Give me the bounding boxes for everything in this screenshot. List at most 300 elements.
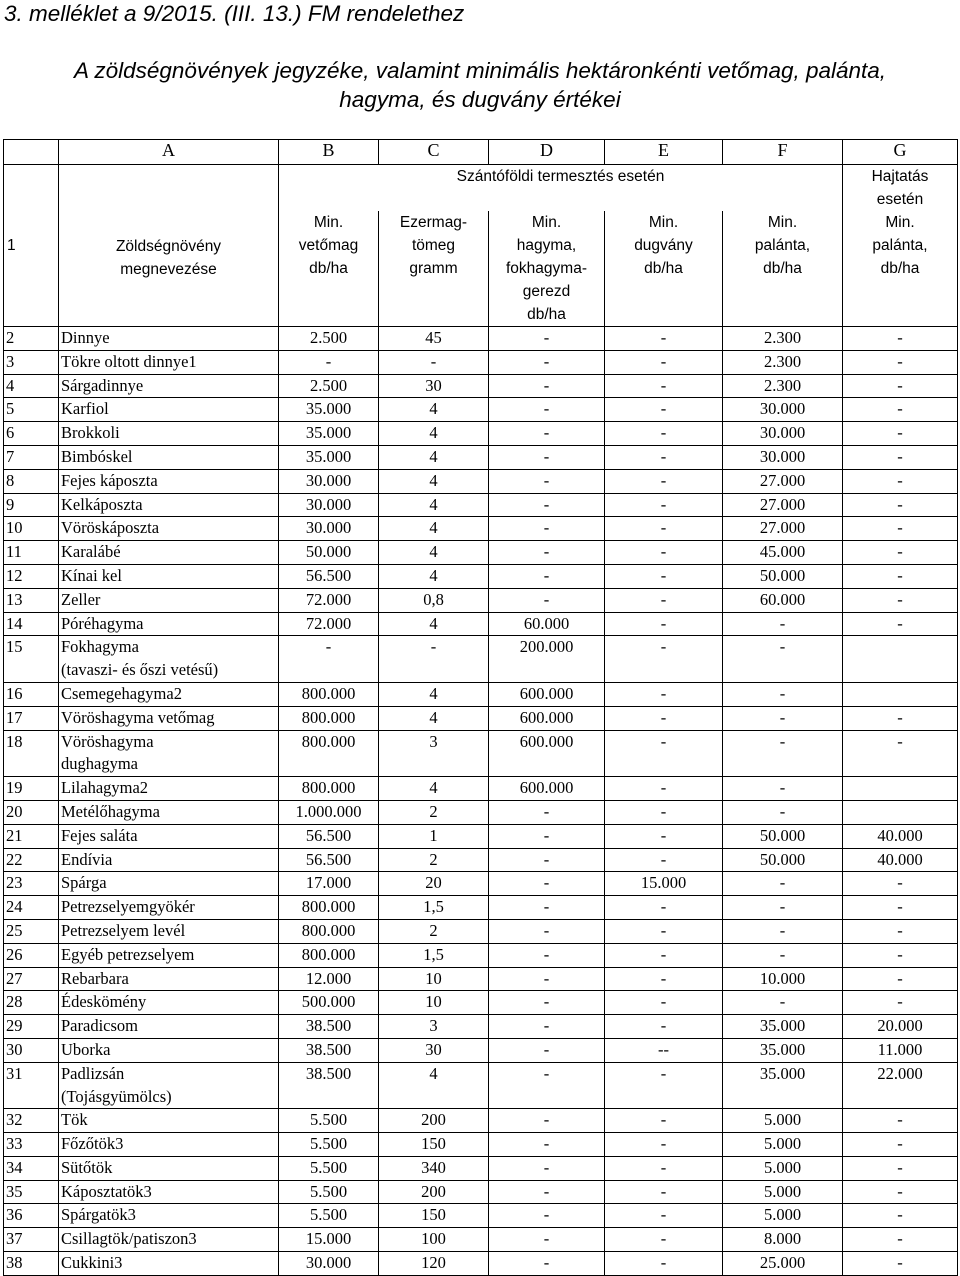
min-cutting-value: - xyxy=(605,682,723,706)
table-row xyxy=(4,1062,958,1109)
row-number: 21 xyxy=(4,824,59,848)
min-onion-value: - xyxy=(489,800,605,824)
min-cutting-value: - xyxy=(605,493,723,517)
forcing-seedling-value: - xyxy=(843,1252,958,1276)
min-onion-value: - xyxy=(489,1062,605,1109)
min-seed-value: 2.500 xyxy=(279,374,379,398)
forcing-seedling-value: 22.000 xyxy=(843,1062,958,1109)
row-number: 32 xyxy=(4,1109,59,1133)
min-cutting-value: - xyxy=(605,541,723,565)
thousand-grain-weight-value: 4 xyxy=(379,612,489,636)
vegetable-name xyxy=(59,943,279,967)
min-seed-value: 2.500 xyxy=(279,327,379,351)
vegetable-name-line: Spárgatök3 xyxy=(61,1205,136,1225)
min-onion-value: - xyxy=(489,943,605,967)
header-text: Min. xyxy=(767,214,798,231)
vegetable-name xyxy=(59,517,279,541)
vegetable-name xyxy=(59,588,279,612)
table-row xyxy=(4,493,958,517)
table-row xyxy=(4,541,958,565)
min-seedling-value: - xyxy=(723,730,843,777)
forcing-seedling-value: 40.000 xyxy=(843,824,958,848)
forcing-seedling-value: - xyxy=(843,517,958,541)
thousand-grain-weight-value: 2 xyxy=(379,848,489,872)
row-number: 37 xyxy=(4,1228,59,1252)
min-onion-value: - xyxy=(489,1252,605,1276)
min-seed-value: 5.500 xyxy=(279,1156,379,1180)
min-onion-value: - xyxy=(489,848,605,872)
table-row xyxy=(4,422,958,446)
vegetable-name-line: Uborka xyxy=(61,1039,111,1059)
vegetable-name-line: Lilahagyma2 xyxy=(61,778,149,798)
thousand-grain-weight-value: 3 xyxy=(379,730,489,777)
header-text: dugvány xyxy=(634,237,693,254)
min-onion-value: - xyxy=(489,1180,605,1204)
table-row xyxy=(4,1228,958,1252)
min-seedling-value: - xyxy=(723,612,843,636)
min-seed-value: 800.000 xyxy=(279,943,379,967)
min-cutting-value: - xyxy=(605,800,723,824)
row-number: 19 xyxy=(4,777,59,801)
table-row xyxy=(4,445,958,469)
min-seedling-value: - xyxy=(723,636,843,683)
min-seed-value: 17.000 xyxy=(279,872,379,896)
min-onion-value: - xyxy=(489,350,605,374)
forcing-seedling-value: - xyxy=(843,967,958,991)
header-text: Ezermag- xyxy=(399,214,468,231)
table-row xyxy=(4,350,958,374)
header-min-forcing-seedling xyxy=(843,211,958,327)
min-cutting-value: - xyxy=(605,896,723,920)
vegetable-name-line: Metélőhagyma xyxy=(61,801,160,821)
forcing-seedling-value: 40.000 xyxy=(843,848,958,872)
min-onion-value: - xyxy=(489,1109,605,1133)
min-onion-value: - xyxy=(489,1015,605,1039)
min-seedling-value: - xyxy=(723,682,843,706)
forcing-seedling-value: - xyxy=(843,896,958,920)
vegetable-name xyxy=(59,1228,279,1252)
min-seedling-value: 2.300 xyxy=(723,327,843,351)
min-cutting-value: - xyxy=(605,374,723,398)
vegetable-name xyxy=(59,1204,279,1228)
row-number: 18 xyxy=(4,730,59,777)
min-seed-value: 5.500 xyxy=(279,1180,379,1204)
min-onion-value: 600.000 xyxy=(489,777,605,801)
min-cutting-value: - xyxy=(605,943,723,967)
min-seedling-value: 2.300 xyxy=(723,350,843,374)
min-cutting-value: - xyxy=(605,1062,723,1109)
vegetable-name xyxy=(59,1133,279,1157)
thousand-grain-weight-value: 1 xyxy=(379,824,489,848)
vegetable-name xyxy=(59,469,279,493)
vegetable-name xyxy=(59,777,279,801)
row-number: 38 xyxy=(4,1252,59,1276)
thousand-grain-weight-value: 340 xyxy=(379,1156,489,1180)
thousand-grain-weight-value: 1,5 xyxy=(379,896,489,920)
table-row xyxy=(4,1015,958,1039)
vegetable-name xyxy=(59,872,279,896)
forcing-seedling-value: - xyxy=(843,327,958,351)
min-seedling-value: 27.000 xyxy=(723,517,843,541)
min-cutting-value: - xyxy=(605,1133,723,1157)
thousand-grain-weight-value: 2 xyxy=(379,919,489,943)
table-row xyxy=(4,682,958,706)
min-seed-value: 800.000 xyxy=(279,919,379,943)
thousand-grain-weight-value: 4 xyxy=(379,445,489,469)
thousand-grain-weight-value: 4 xyxy=(379,1062,489,1109)
forcing-seedling-value: - xyxy=(843,422,958,446)
thousand-grain-weight-value: 120 xyxy=(379,1252,489,1276)
min-onion-value: - xyxy=(489,967,605,991)
thousand-grain-weight-value: 4 xyxy=(379,398,489,422)
min-cutting-value: - xyxy=(605,991,723,1015)
vegetable-name xyxy=(59,682,279,706)
table-row xyxy=(4,919,958,943)
vegetable-name xyxy=(59,919,279,943)
row-number: 12 xyxy=(4,564,59,588)
thousand-grain-weight-value: 10 xyxy=(379,991,489,1015)
header-text: hagyma, xyxy=(516,237,577,254)
min-cutting-value: - xyxy=(605,967,723,991)
row-number: 34 xyxy=(4,1156,59,1180)
vegetable-name-line: Karfiol xyxy=(61,399,109,419)
header-text: Min. xyxy=(531,214,562,231)
min-onion-value: - xyxy=(489,872,605,896)
thousand-grain-weight-value: 4 xyxy=(379,493,489,517)
forcing-seedling-value: - xyxy=(843,445,958,469)
vegetable-name-line: Bimbóskel xyxy=(61,446,133,466)
thousand-grain-weight-value: 4 xyxy=(379,564,489,588)
vegetable-name-line: Brokkoli xyxy=(61,423,120,443)
thousand-grain-weight-value: 4 xyxy=(379,541,489,565)
column-letter-row xyxy=(4,140,958,165)
vegetable-name xyxy=(59,730,279,777)
min-seed-value: 800.000 xyxy=(279,896,379,920)
header-text: megnevezése xyxy=(120,260,217,278)
vegetable-name-line: Vöröshagyma vetőmag xyxy=(61,707,215,727)
min-cutting-value: - xyxy=(605,824,723,848)
row-number: 4 xyxy=(4,374,59,398)
min-seedling-value: - xyxy=(723,991,843,1015)
min-onion-value: - xyxy=(489,327,605,351)
min-cutting-value: - xyxy=(605,777,723,801)
header-text: tömeg xyxy=(411,237,456,254)
row-number: 36 xyxy=(4,1204,59,1228)
table-row xyxy=(4,800,958,824)
min-seedling-value: 60.000 xyxy=(723,588,843,612)
min-seed-value: - xyxy=(279,636,379,683)
min-cutting-value: - xyxy=(605,848,723,872)
forcing-seedling-value: - xyxy=(843,991,958,1015)
min-seedling-value: 45.000 xyxy=(723,541,843,565)
table-row xyxy=(4,943,958,967)
thousand-grain-weight-value: 30 xyxy=(379,374,489,398)
min-seedling-value: - xyxy=(723,919,843,943)
forcing-seedling-value xyxy=(843,777,958,801)
forcing-seedling-value: - xyxy=(843,1156,958,1180)
vegetable-name-line: Tök xyxy=(61,1110,88,1130)
min-seed-value: 56.500 xyxy=(279,824,379,848)
header-min-cutting xyxy=(605,211,723,327)
vegetable-name-line: Egyéb petrezselyem xyxy=(61,944,195,964)
thousand-grain-weight-value: 4 xyxy=(379,517,489,541)
min-seed-value: 30.000 xyxy=(279,493,379,517)
row-number: 35 xyxy=(4,1180,59,1204)
min-cutting-value: - xyxy=(605,469,723,493)
row-number: 10 xyxy=(4,517,59,541)
min-seed-value: 5.500 xyxy=(279,1133,379,1157)
min-cutting-value: - xyxy=(605,706,723,730)
min-seedling-value: 27.000 xyxy=(723,493,843,517)
vegetable-table xyxy=(3,139,958,1276)
header-text: Zöldségnövény xyxy=(115,237,222,255)
min-cutting-value: - xyxy=(605,327,723,351)
header-min-seed xyxy=(279,211,379,327)
row-number: 25 xyxy=(4,919,59,943)
vegetable-name-line: Padlizsán xyxy=(61,1063,125,1083)
forcing-seedling-value: - xyxy=(843,588,958,612)
forcing-seedling-value: - xyxy=(843,706,958,730)
min-seedling-value: 30.000 xyxy=(723,445,843,469)
table-row xyxy=(4,706,958,730)
min-seedling-value: 27.000 xyxy=(723,469,843,493)
vegetable-name xyxy=(59,1156,279,1180)
min-cutting-value: - xyxy=(605,612,723,636)
column-letter: C xyxy=(379,140,489,165)
min-seed-value: 800.000 xyxy=(279,730,379,777)
min-onion-value: - xyxy=(489,1133,605,1157)
min-seedling-value: - xyxy=(723,872,843,896)
vegetable-name-line: Káposztatök3 xyxy=(61,1181,152,1201)
thousand-grain-weight-value: 4 xyxy=(379,422,489,446)
thousand-grain-weight-value: 150 xyxy=(379,1133,489,1157)
min-cutting-value: - xyxy=(605,588,723,612)
min-seed-value: 50.000 xyxy=(279,541,379,565)
header-name-column xyxy=(59,165,279,327)
forcing-seedling-value: - xyxy=(843,872,958,896)
min-seed-value: 800.000 xyxy=(279,706,379,730)
vegetable-name xyxy=(59,564,279,588)
row-number: 13 xyxy=(4,588,59,612)
min-onion-value: 60.000 xyxy=(489,612,605,636)
header-text: Hajtatás xyxy=(871,168,929,185)
min-seed-value: 800.000 xyxy=(279,777,379,801)
thousand-grain-weight-value: 30 xyxy=(379,1038,489,1062)
forcing-seedling-value xyxy=(843,682,958,706)
vegetable-name xyxy=(59,612,279,636)
forcing-seedling-value: - xyxy=(843,1133,958,1157)
table-row xyxy=(4,1109,958,1133)
table-body xyxy=(4,327,958,1276)
vegetable-name-line: Spárga xyxy=(61,873,107,893)
vegetable-name xyxy=(59,374,279,398)
table-row xyxy=(4,374,958,398)
row-number: 7 xyxy=(4,445,59,469)
min-seed-value: 35.000 xyxy=(279,398,379,422)
vegetable-name xyxy=(59,327,279,351)
table-row xyxy=(4,588,958,612)
min-cutting-value: - xyxy=(605,422,723,446)
vegetable-name xyxy=(59,1252,279,1276)
vegetable-name-line: Fejes káposzta xyxy=(61,470,158,490)
row-number: 31 xyxy=(4,1062,59,1109)
group-header-row xyxy=(4,165,958,212)
vegetable-name xyxy=(59,824,279,848)
min-cutting-value: - xyxy=(605,517,723,541)
min-seed-value: - xyxy=(279,350,379,374)
vegetable-name-line: Sárgadinnye xyxy=(61,375,144,395)
forcing-seedling-value: - xyxy=(843,612,958,636)
vegetable-name-line: (Tojásgyümölcs) xyxy=(61,1086,172,1106)
thousand-grain-weight-value: 0,8 xyxy=(379,588,489,612)
table-row xyxy=(4,967,958,991)
table-row xyxy=(4,327,958,351)
table-row xyxy=(4,1252,958,1276)
header-min-seedling xyxy=(723,211,843,327)
vegetable-name xyxy=(59,1180,279,1204)
thousand-grain-weight-value: 20 xyxy=(379,872,489,896)
header-text: palánta, xyxy=(754,237,811,254)
vegetable-name-line: Zeller xyxy=(61,589,101,609)
vegetable-name-line: Dinnye xyxy=(61,328,110,347)
column-letter: F xyxy=(723,140,843,165)
vegetable-name-line: Cukkini3 xyxy=(61,1253,123,1273)
row-number: 6 xyxy=(4,422,59,446)
header-text: Min. xyxy=(885,214,915,231)
min-onion-value: - xyxy=(489,824,605,848)
vegetable-name-line: Csillagtök/patiszon3 xyxy=(61,1229,197,1249)
min-seedling-value: 5.000 xyxy=(723,1156,843,1180)
header-text: palánta, xyxy=(872,237,928,254)
vegetable-name-line: Vöröskáposzta xyxy=(61,518,160,538)
table-row xyxy=(4,1156,958,1180)
header-text: Min. xyxy=(313,214,344,231)
forcing-seedling-value xyxy=(843,800,958,824)
column-letter: B xyxy=(279,140,379,165)
min-onion-value: - xyxy=(489,422,605,446)
table-row xyxy=(4,564,958,588)
column-letter: G xyxy=(843,140,958,165)
min-cutting-value: - xyxy=(605,1252,723,1276)
min-seed-value: 30.000 xyxy=(279,1252,379,1276)
min-seedling-value: 2.300 xyxy=(723,374,843,398)
table-row xyxy=(4,1180,958,1204)
min-onion-value: - xyxy=(489,1156,605,1180)
min-seed-value: 38.500 xyxy=(279,1062,379,1109)
vegetable-name-line: Tökre oltott dinnye1 xyxy=(61,351,197,371)
forcing-seedling-value: - xyxy=(843,1228,958,1252)
corner-cell xyxy=(4,140,59,165)
min-seed-value: 35.000 xyxy=(279,445,379,469)
vegetable-name xyxy=(59,422,279,446)
row-number: 26 xyxy=(4,943,59,967)
min-onion-value: - xyxy=(489,1038,605,1062)
min-onion-value: - xyxy=(489,919,605,943)
min-seedling-value: 50.000 xyxy=(723,848,843,872)
min-cutting-value: - xyxy=(605,1156,723,1180)
min-seedling-value: 25.000 xyxy=(723,1252,843,1276)
table-row xyxy=(4,848,958,872)
row-number: 24 xyxy=(4,896,59,920)
min-seed-value: 38.500 xyxy=(279,1038,379,1062)
title-line-1: A zöldségnövények jegyzéke, valamint minimális hektáronkénti vetőmag, palánta, xyxy=(73,58,887,83)
row-number: 15 xyxy=(4,636,59,683)
vegetable-name-line: Csemegehagyma2 xyxy=(61,683,182,703)
thousand-grain-weight-value: 10 xyxy=(379,967,489,991)
min-seed-value: 1.000.000 xyxy=(279,800,379,824)
forcing-seedling-value: - xyxy=(843,350,958,374)
thousand-grain-weight-value: 4 xyxy=(379,706,489,730)
vegetable-name xyxy=(59,1015,279,1039)
thousand-grain-weight-value: 3 xyxy=(379,1015,489,1039)
row-number: 20 xyxy=(4,800,59,824)
min-onion-value: - xyxy=(489,445,605,469)
min-seedling-value: 35.000 xyxy=(723,1062,843,1109)
min-seed-value: 5.500 xyxy=(279,1204,379,1228)
table-row xyxy=(4,1133,958,1157)
vegetable-name xyxy=(59,445,279,469)
min-seedling-value: 35.000 xyxy=(723,1038,843,1062)
row-number: 5 xyxy=(4,398,59,422)
vegetable-name-line: Kelkáposzta xyxy=(61,494,143,514)
document-title xyxy=(0,56,960,114)
min-seedling-value: 5.000 xyxy=(723,1109,843,1133)
min-seed-value: 12.000 xyxy=(279,967,379,991)
vegetable-name xyxy=(59,1109,279,1133)
thousand-grain-weight-value: 4 xyxy=(379,777,489,801)
min-seedling-value: 50.000 xyxy=(723,564,843,588)
min-onion-value: - xyxy=(489,469,605,493)
min-seedling-value: 10.000 xyxy=(723,967,843,991)
row-number: 28 xyxy=(4,991,59,1015)
min-onion-value: - xyxy=(489,541,605,565)
min-seed-value: 72.000 xyxy=(279,588,379,612)
vegetable-name-line: Vöröshagyma xyxy=(61,731,154,751)
min-onion-value: - xyxy=(489,588,605,612)
min-seedling-value: - xyxy=(723,800,843,824)
min-cutting-value: - xyxy=(605,350,723,374)
header-forcing xyxy=(843,165,958,212)
vegetable-name-line: Paradicsom xyxy=(61,1016,138,1036)
row-number: 23 xyxy=(4,872,59,896)
vegetable-name xyxy=(59,848,279,872)
table-row xyxy=(4,636,958,683)
table-row xyxy=(4,730,958,777)
min-onion-value: 600.000 xyxy=(489,730,605,777)
min-seedling-value: 50.000 xyxy=(723,824,843,848)
forcing-seedling-value: - xyxy=(843,943,958,967)
annex-reference: 3. melléklet a 9/2015. (III. 13.) FM rendelethez xyxy=(4,1,465,26)
row-number: 22 xyxy=(4,848,59,872)
table-row xyxy=(4,991,958,1015)
row-number: 14 xyxy=(4,612,59,636)
forcing-seedling-value: - xyxy=(843,374,958,398)
title-line-2: hagyma, és dugvány értékei xyxy=(339,87,621,112)
min-onion-value: 600.000 xyxy=(489,706,605,730)
row-number: 27 xyxy=(4,967,59,991)
thousand-grain-weight-value: 45 xyxy=(379,327,489,351)
vegetable-name-line: Póréhagyma xyxy=(61,613,144,633)
min-onion-value: - xyxy=(489,398,605,422)
vegetable-name-line: Karalábé xyxy=(61,542,121,562)
vegetable-name xyxy=(59,991,279,1015)
min-seedling-value: - xyxy=(723,706,843,730)
min-seedling-value: 8.000 xyxy=(723,1228,843,1252)
thousand-grain-weight-value: 200 xyxy=(379,1180,489,1204)
min-cutting-value: -- xyxy=(605,1038,723,1062)
row-number: 11 xyxy=(4,541,59,565)
column-letter: E xyxy=(605,140,723,165)
